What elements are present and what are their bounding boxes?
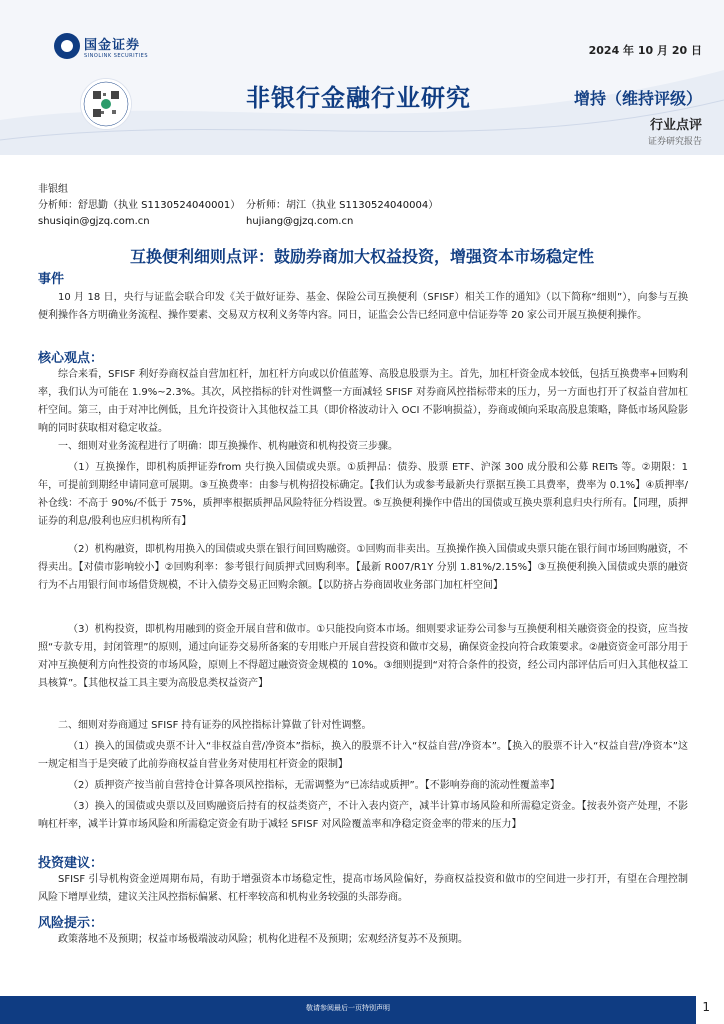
rating: 增持（维持评级） [573, 89, 702, 108]
analyst-2-email[interactable]: hujiang@gjzq.com.cn [246, 216, 354, 227]
report-subtype: 证券研究报告 [647, 137, 702, 147]
company-logo [54, 33, 148, 59]
paragraph-process: 一、细则对业务流程进行了明确：即互换操作、机构融资和机构投资三步骤。 [58, 441, 398, 452]
paragraph-risk-control-3: （3）换入的国债或央票以及回购融资后持有的权益类资产，不计入表内资产，减半计算市场风险和所需稳定资金。【按表外资产处理，不影响杠杆率，减半计算市场风险和所需稳定资金有助于减轻 SFISF 对风险覆盖率和净稳定资金率的带来的压力】 [38, 801, 688, 830]
paragraph-investment: （3）机构投资，即机构用融到的资金开展自营和做市。①只能投向资本市场。细则要求证券公司参与互换便利相关融资资金的投资，应当按照“专款专用，封闭管理”的原则，通过向证券交易所备案的专用账户开展自营投资和做市交易，确保资金投向符合政策要求。②融资资金可部分用于对冲互换便利方向性投资的市场风险，原则上不得超过融资资金规模的 10%。③细则提到“对符合条件的投资，经公司内部评估后可归入其他权益工具核算”。【其他权益工具主要为高股息类权益资产】 [38, 624, 688, 689]
section-heading-event: 事件 [38, 272, 65, 287]
paragraph-risk-control: 二、细则对券商通过 SFISF 持有证券的风控指标计算做了针对性调整。 [58, 720, 372, 731]
paragraph-core-summary: 综合来看，SFISF 利好券商权益自营加杠杆，加杠杆方向或以价值蓝筹、高股息股票为主。首先，加杠杆资金成本较低，包括互换费率+回购利率，我们认为可能在 1.9%~2.3%。其次，风控指标的针对性调整一方面减轻 SFISF 对券商风控指标带来的压力，另一方面也打开了权益自营加杠杆空间。第三，由于对冲比例低，且允许投资计入其他权益工具（即价格波动计入 OCI 不影响损益），券商或倾向采取高股息策略，降低市场风险影响的同时获取相对稳定收益。 [38, 369, 688, 434]
paragraph-swap: （1）互换操作，即机构质押证券from 央行换入国债或央票。①质押品：债券、股票 ETF、沪深 300 成分股和公募 REITs 等。②期限：1 年，可提前到期经申请同意可展期。③互换费率：由参与机构招投标确定。【我们认为或参考最新央行票据互换工具费率，费率为 0.1%】④质押率/补仓线：不高于 90%/不低于 75%，质押率根据质押品风险特征分档设置。⑤互换便利操作中借出的国债或互换央票利息归央行所有。【同理，质押证券的利息/股利也应归机构所有】 [38, 462, 688, 527]
analyst-1: 分析师：舒思勤（执业 S1130524040001） [38, 200, 241, 211]
page-number: 1 [702, 1000, 710, 1014]
report-type: 行业点评 [649, 118, 702, 133]
logo-name-en: SINOLINK SECURITIES [84, 52, 148, 59]
logo-icon [54, 33, 80, 59]
analyst-2: 分析师：胡江（执业 S1130524040004） [246, 200, 439, 211]
logo-name: 国金证券 [84, 37, 141, 53]
section-heading-risk: 风险提示： [38, 916, 104, 931]
analyst-1-email[interactable]: shusiqin@gjzq.com.cn [38, 216, 150, 227]
sector-label: 非银组 [38, 184, 68, 195]
qr-code-icon [80, 78, 132, 130]
paragraph-risk: 政策落地不及预期；权益市场极端波动风险；机构化进程不及预期；宏观经济复苏不及预期。 [58, 934, 468, 945]
paragraph-risk-control-2: （2）质押资产按当前自营持仓计算各项风控指标，无需调整为“已冻结或质押”。【不影响券商的流动性覆盖率】 [68, 780, 560, 791]
paragraph-financing: （2）机构融资，即机构用换入的国债或央票在银行间回购融资。①回购而非卖出。互换操作换入国债或央票只能在银行间市场回购融资，不得卖出。【对债市影响较小】②回购利率：参考银行间质押式回购利率。【最新 R007/R1Y 分别 1.81%/2.15%】③互换便利换入国债或央票的融资行为不占用银行间市场借贷规模，不计入债券交易正回购余额。【以防挤占券商固收业务部门加杠杆空间】 [38, 544, 688, 591]
report-date: 2024 年 10 月 20 日 [588, 44, 702, 57]
footer-disclaimer: 敬请参阅最后一页特别声明 [306, 1004, 390, 1012]
page-title: 非银行金融行业研究 [246, 84, 471, 112]
paragraph-event: 10 月 18 日，央行与证监会联合印发《关于做好证券、基金、保险公司互换便利（SFISF）相关工作的通知》（以下简称“细则”），向参与互换便利操作各方明确业务流程、操作要素、交易双方权利义务等内容。同日，证监会公告已经同意中信证券等 20 家公司开展互换便利操作。 [38, 292, 688, 321]
report-title: 互换便利细则点评：鼓励券商加大权益投资，增强资本市场稳定性 [129, 247, 594, 266]
section-heading-core: 核心观点： [38, 351, 104, 366]
paragraph-invest: SFISF 引导机构资金逆周期布局，有助于增强资本市场稳定性，提高市场风险偏好，券商权益投资和做市的空间进一步打开，有望在合理控制风险下增厚业绩，建议关注风控指标偏紧、杠杆率较高和机构业务较强的头部券商。 [38, 874, 688, 903]
analyst-block [38, 182, 454, 230]
paragraph-risk-control-1: （1）换入的国债或央票不计入“非权益自营/净资本”指标，换入的股票不计入“权益自营/净资本”。【换入的股票不计入“权益自营/净资本”这一规定相当于是突破了此前券商权益自营业务对使用杠杆资金的限制】 [38, 741, 688, 770]
section-heading-invest: 投资建议： [38, 856, 104, 871]
